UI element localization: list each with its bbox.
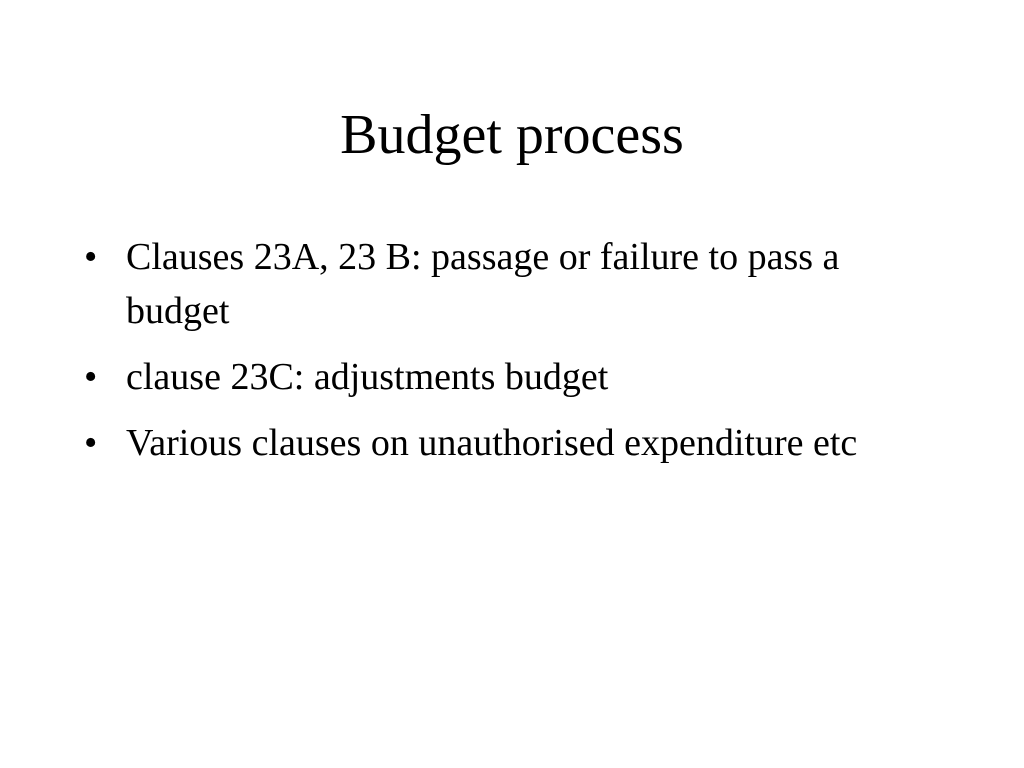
list-item	[84, 350, 884, 404]
bullet-text: Clauses 23A, 23 B: passage or failure to pass a budget	[126, 236, 840, 332]
list-item	[84, 416, 884, 470]
bullet-icon: •	[84, 356, 98, 398]
list-item	[84, 230, 884, 338]
bullet-icon: •	[84, 422, 98, 464]
bullet-list	[84, 230, 884, 482]
slide-title: Budget process	[340, 104, 684, 166]
bullet-icon: •	[84, 236, 98, 278]
bullet-text: Various clauses on unauthorised expenditure etc	[126, 422, 858, 464]
bullet-text: clause 23C: adjustments budget	[126, 356, 609, 398]
